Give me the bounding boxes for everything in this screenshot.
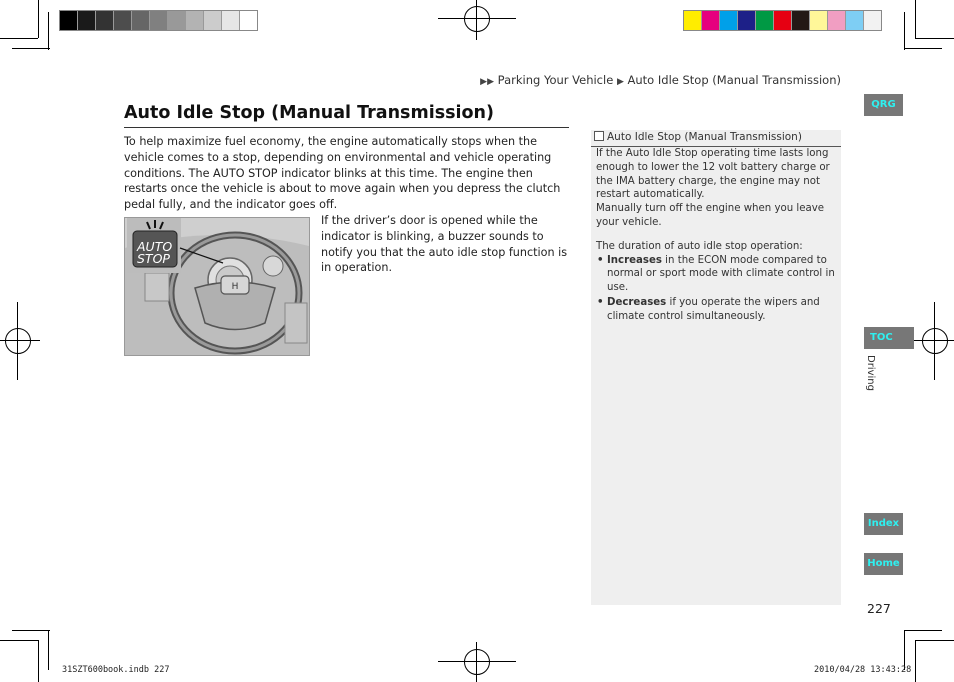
footer-timestamp: 2010/04/28 13:43:28	[814, 665, 912, 675]
color-swatch	[204, 11, 222, 30]
page-title: Auto Idle Stop (Manual Transmission)	[124, 103, 495, 123]
color-swatch	[792, 11, 810, 30]
door-paragraph: If the driver’s door is opened while the indicator is blinking, a buzzer sounds to notify you that the auto idle stop function is in operation.	[321, 214, 568, 275]
color-swatch	[96, 11, 114, 30]
title-rule	[124, 127, 569, 128]
indicator-line-1: AUTO	[137, 239, 173, 254]
color-swatch	[168, 11, 186, 30]
note-icon	[594, 131, 604, 141]
color-swatch	[186, 11, 204, 30]
crop-mark	[12, 630, 50, 631]
footer-file: 31SZT600book.indb 227	[62, 665, 170, 675]
index-tab[interactable]: Index	[864, 513, 903, 535]
crop-mark	[904, 48, 942, 49]
note-list	[596, 254, 838, 324]
breadcrumb-parent[interactable]: Parking Your Vehicle	[497, 73, 614, 87]
crop-mark	[915, 38, 954, 39]
color-swatch	[684, 11, 702, 30]
intro-paragraph: To help maximize fuel economy, the engine automatically stops when the vehicle comes to a stop, depending on environmental and vehicle operating conditions. The AUTO STOP indicator blinks at this time. The engine then restarts once the vehicle is about to move again when you depress the clutch pedal fully, and the indicator goes off.	[124, 135, 561, 212]
color-swatch	[810, 11, 828, 30]
crop-mark	[915, 0, 916, 38]
color-swatch	[114, 11, 132, 30]
crop-mark	[12, 48, 50, 49]
section-label: Driving	[865, 355, 876, 391]
breadcrumb[interactable]	[480, 73, 841, 87]
color-swatch	[756, 11, 774, 30]
list-item: • Increases in the ECON mode compared to normal or sport mode with climate control in use.	[596, 254, 838, 295]
steering-wheel-figure	[124, 217, 310, 356]
color-swatch	[702, 11, 720, 30]
crop-mark	[48, 12, 49, 50]
crop-mark	[904, 630, 942, 631]
crop-mark	[915, 640, 954, 641]
color-swatch	[774, 11, 792, 30]
crop-mark	[904, 630, 905, 670]
color-swatch	[132, 11, 150, 30]
color-swatch	[60, 11, 78, 30]
crop-mark	[0, 640, 38, 641]
svg-text:H: H	[231, 282, 239, 292]
crop-mark	[48, 630, 49, 670]
color-swatch	[738, 11, 756, 30]
color-swatch	[846, 11, 864, 30]
note-paragraph-2: Manually turn off the engine when you leave your vehicle.	[596, 203, 825, 228]
indicator-line-2: STOP	[137, 251, 170, 266]
color-swatch	[78, 11, 96, 30]
color-swatch	[150, 11, 168, 30]
toc-tab[interactable]: TOC	[864, 327, 914, 349]
note-paragraph-3: The duration of auto idle stop operation:	[596, 240, 803, 252]
auto-stop-indicator	[137, 241, 172, 265]
color-swatch	[222, 11, 240, 30]
note-panel-body	[596, 147, 838, 325]
color-swatch	[240, 11, 257, 30]
breadcrumb-current: Auto Idle Stop (Manual Transmission)	[627, 73, 841, 87]
crop-mark	[915, 640, 916, 682]
breadcrumb-separator: ▶	[616, 77, 624, 87]
color-swatch	[828, 11, 846, 30]
page-number: 227	[867, 601, 891, 616]
color-swatch	[864, 11, 881, 30]
crop-mark	[38, 0, 39, 38]
note-heading-text: Auto Idle Stop (Manual Transmission)	[607, 131, 802, 143]
grayscale-bar	[59, 10, 258, 31]
note-paragraph-1: If the Auto Idle Stop operating time lasts long enough to lower the 12 volt battery charge or the IMA battery charge, the engine may not restart automatically. Manually turn off the engine when you leave your vehicle.	[596, 148, 830, 228]
color-swatch	[720, 11, 738, 30]
color-bar	[683, 10, 882, 31]
breadcrumb-arrows: ▶▶	[480, 77, 494, 87]
crop-mark	[0, 38, 38, 39]
list-item: • Decreases if you operate the wipers and climate control simultaneously.	[596, 296, 838, 324]
home-tab[interactable]: Home	[864, 553, 903, 575]
note-panel-heading	[591, 130, 841, 147]
crop-mark	[38, 640, 39, 682]
crop-mark	[904, 12, 905, 50]
qrg-tab[interactable]: QRG	[864, 94, 903, 116]
